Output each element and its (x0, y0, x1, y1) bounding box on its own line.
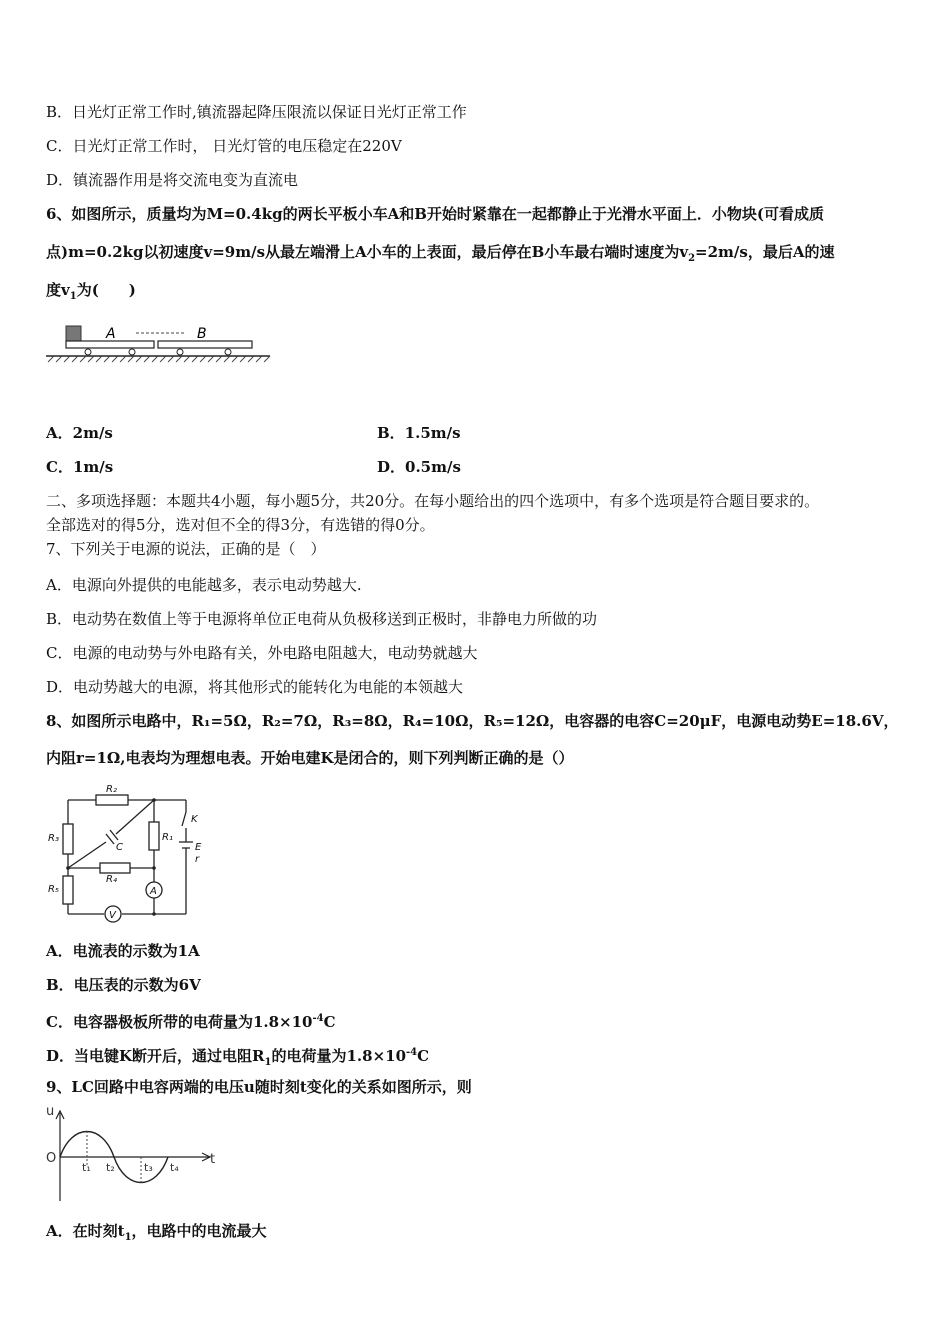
q9-voltage-graph (44, 1105, 224, 1205)
axis-label-t: t (210, 1152, 216, 1167)
q5-option-c: C．日光灯正常工作时， 日光灯管的电压稳定在220V (46, 137, 402, 155)
q5-option-d: D．镇流器作用是将交流电变为直流电 (46, 171, 299, 189)
resistor-r2 (96, 795, 128, 805)
q8-option-a: A．电流表的示数为1A (46, 942, 200, 960)
label-e: E (195, 842, 202, 853)
q6-stem-line-1: 6、如图所示，质量均为M=0.4kg的两长平板小车A和B开始时紧靠在一起都静止于光滑水平面上．小物块(可看成质 (46, 205, 825, 223)
q9-option-a: A．在时刻$t_1$，电路中的电流最大 (46, 1222, 267, 1243)
label-r4: R₄ (106, 874, 117, 885)
tick-label-t1: t₁ (82, 1161, 91, 1174)
q6-option-b: B．1.5m/s (377, 424, 461, 442)
label-r1: R₁ (162, 832, 173, 843)
cart-b-label: B (197, 326, 207, 342)
q7-option-c: C．电源的电动势与外电路有关，外电路电阻越大，电动势就越大 (46, 644, 478, 662)
q7-option-d: D．电动势越大的电源，将其他形式的能转化为电能的本领越大 (46, 678, 464, 696)
tick-label-t4: t₄ (170, 1161, 179, 1174)
q7-option-b: B．电动势在数值上等于电源将单位正电荷从负极移送到正极时，非静电力所做的功 (46, 610, 598, 628)
q8-stem-line-1: 8、如图所示电路中，R₁=5Ω，R₂=7Ω，R₃=8Ω，R₄=10Ω，R₅=12Ω，电容器的电容C=20μF，电源电动势E=18.6V， (46, 712, 899, 730)
q8-option-b: B．电压表的示数为6V (46, 976, 201, 994)
resistor-r3 (63, 824, 73, 854)
q7-option-a: A．电源向外提供的电能越多，表示电动势越大. (46, 576, 362, 594)
q6-option-a: A．2m/s (46, 424, 113, 442)
tick-label-t3: t₃ (144, 1161, 153, 1174)
section-2-heading-line-1: 二、多项选择题：本题共4小题，每小题5分，共20分。在每小题给出的四个选项中，有多个选项是符合题目要求的。 (46, 492, 820, 510)
label-r: r (195, 854, 200, 865)
q6-stem-line-2: 点)m=0.2kg以初速度v=9m/s从最左端滑上A小车的上表面，最后停在B小车最右端时速度为$v_2=2m/s$，最后A的速 (46, 243, 835, 264)
resistor-r1 (149, 822, 159, 850)
q8-option-d: D．当电键K断开后，通过电阻$R_1$的电荷量为$1.8\times 10^{-4}C$ (46, 1047, 430, 1068)
q5-option-b: B．日光灯正常工作时,镇流器起降压限流以保证日光灯正常工作 (46, 103, 467, 121)
label-r3: R₃ (48, 833, 59, 844)
cart-a-label: A (106, 326, 116, 342)
tick-label-t2: t₂ (106, 1161, 115, 1174)
q8-stem-line-2: 内阻r=1Ω,电表均为理想电表。开始电建K是闭合的，则下列判断正确的是（） (46, 749, 574, 767)
label-r5: R₅ (48, 884, 59, 895)
section-2-heading-line-2: 全部选对的得5分，选对但不全的得3分，有选错的得0分。 (46, 516, 435, 534)
label-c: C (116, 842, 123, 853)
axis-label-u: u (46, 1104, 55, 1119)
q7-stem: 7、下列关于电源的说法，正确的是（ ） (46, 540, 326, 558)
label-r2: R₂ (106, 784, 117, 795)
q6-option-d: D．0.5m/s (377, 458, 461, 476)
q6-option-c: C．1m/s (46, 458, 114, 476)
resistor-r5 (63, 876, 73, 904)
q6-stem-line-3: 度$v_1$为( ) (46, 281, 136, 302)
q6-carts-figure (44, 322, 274, 367)
q8-circuit-figure (44, 782, 214, 924)
q9-stem: 9、LC回路中电容两端的电压u随时刻t变化的关系如图所示，则 (46, 1078, 472, 1096)
label-ammeter: A (150, 886, 157, 897)
label-voltmeter: V (109, 910, 116, 921)
label-k: K (191, 814, 198, 825)
q8-option-c: C．电容器极板所带的电荷量为$1.8\times 10^{-4}C$ (46, 1013, 336, 1031)
ground-hatch (48, 356, 270, 362)
resistor-r4 (100, 863, 130, 873)
origin-label: O (46, 1151, 57, 1166)
